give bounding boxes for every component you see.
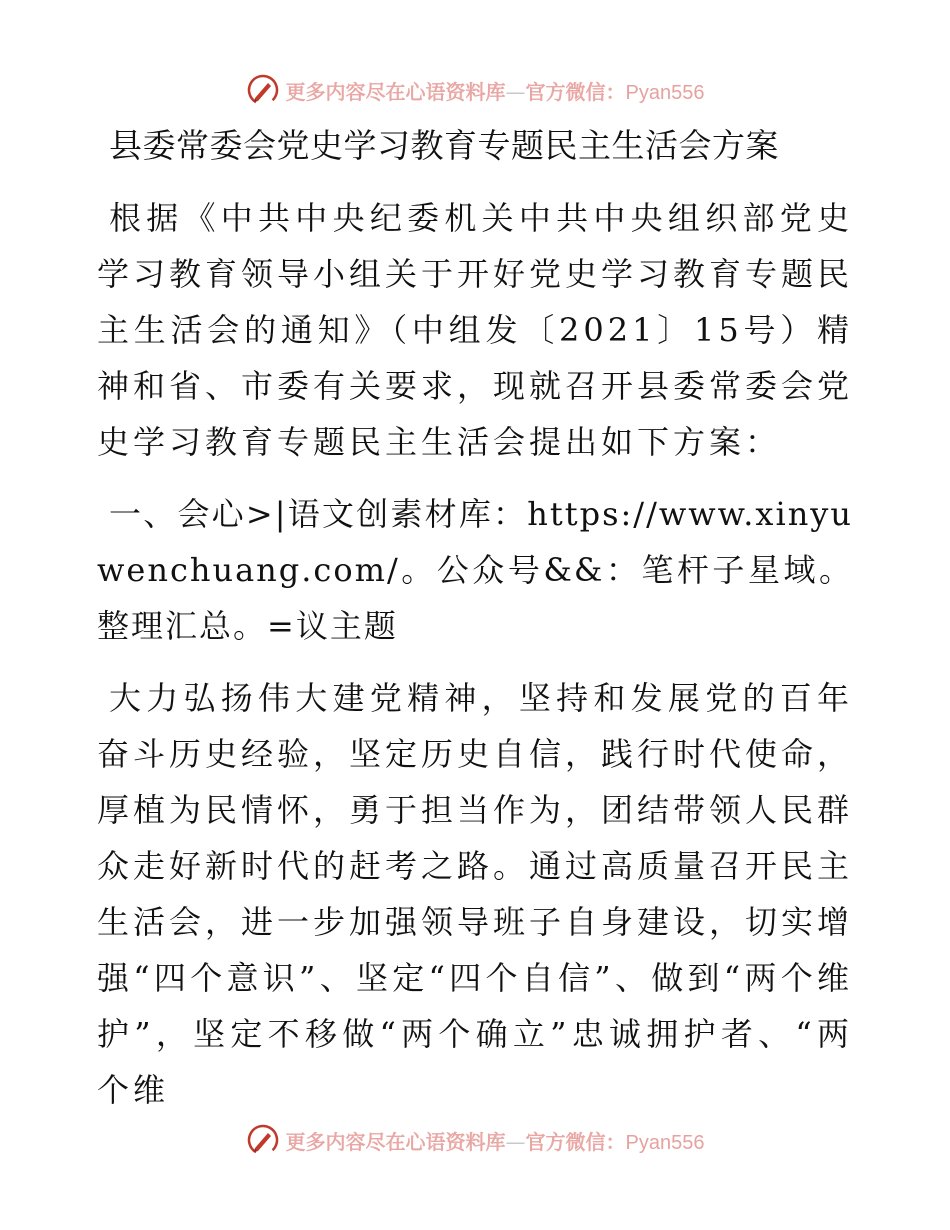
document-title: 县委常委会党史学习教育专题民主生活会方案 [109, 126, 779, 165]
header-watermark [0, 70, 950, 110]
paragraph-section-heading: 一、会心>|语文创素材库：https://www.xinyuwenchuang.com/。公众号&&：笔杆子星域。整理汇总。=议主题 [97, 495, 853, 645]
paragraph-theme: 大力弘扬伟大建党精神，坚持和发展党的百年奋斗历史经验，坚定历史自信，践行时代使命，厚植为民情怀，勇于担当作为，团结带领人民群众走好新时代的赶考之路。通过高质量召开民主生活会，进一步加强领导班子自身建设，切实增强“四个意识”、坚定“四个自信”、做到“两个维护”，坚定不移做“两个确立”忠诚拥护者、“两个维 [97, 679, 854, 1109]
footer-watermark [0, 1120, 950, 1160]
pen-logo-icon [246, 73, 280, 107]
pen-logo-icon [246, 1123, 280, 1157]
document-body [97, 122, 853, 1118]
paragraph-intro: 根据《中共中央纪委机关中共中央组织部党史学习教育领导小组关于开好党史学习教育专题民主生活会的通知》（中组发〔2021〕15号）精神和省、市委有关要求，现就召开县委常委会党史学习教育专题民主生活会提出如下方案： [97, 199, 854, 461]
watermark-text: 更多内容尽在心语资料库—官方微信：Pyan556 [285, 79, 705, 104]
watermark-text: 更多内容尽在心语资料库—官方微信：Pyan556 [285, 1129, 705, 1154]
